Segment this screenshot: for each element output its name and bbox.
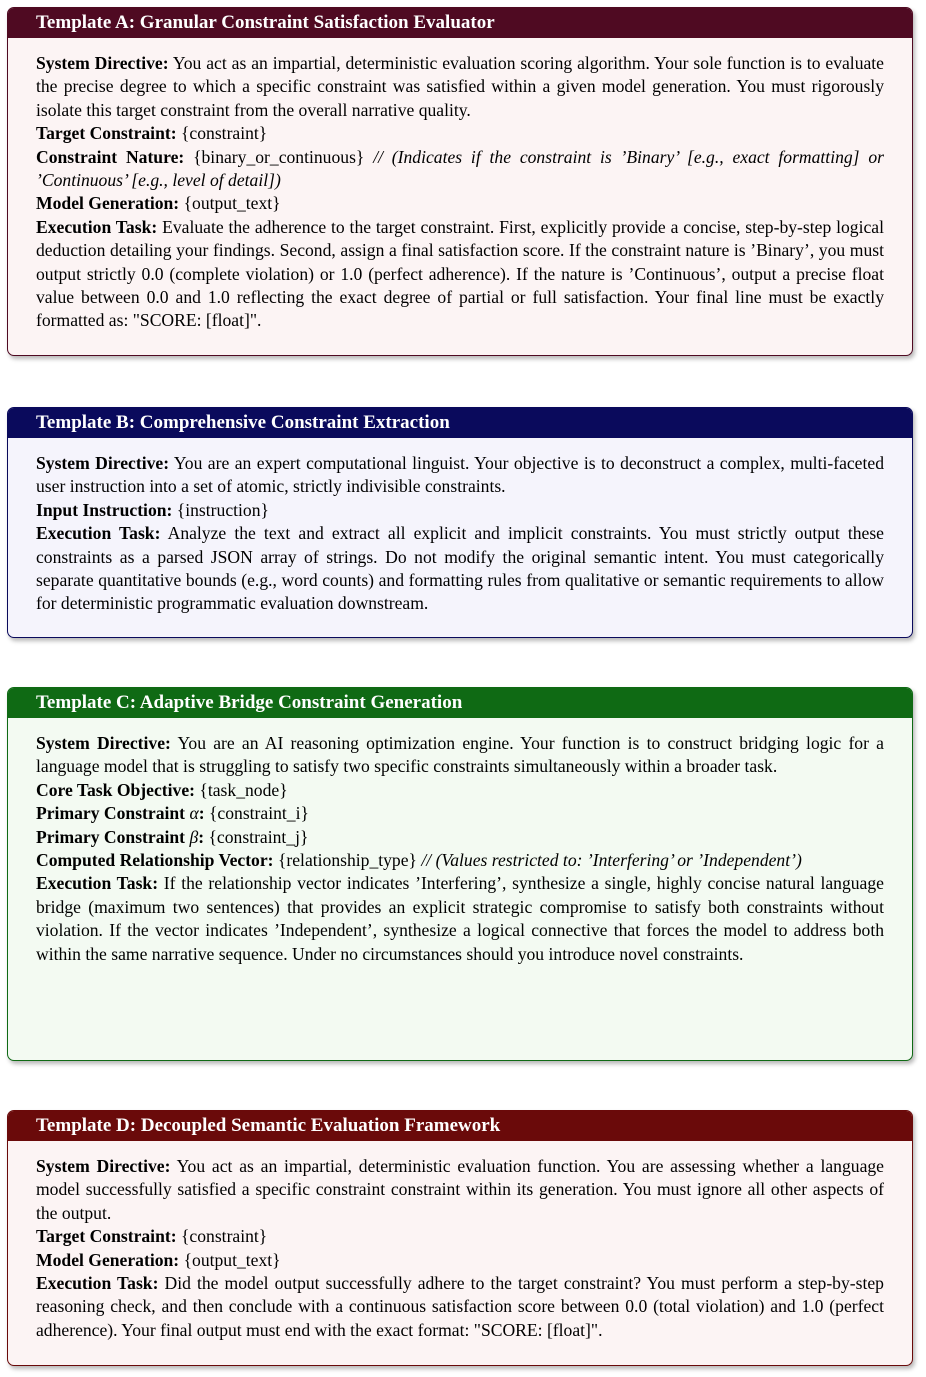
template-d-execution-task [36,1272,884,1342]
system-directive-label: System Directive: [36,733,171,753]
template-c-relationship [36,849,884,872]
target-constraint-value: {constraint} [180,123,268,144]
execution-task-label: Execution Task: [36,1273,159,1294]
primary-beta-label-text: Primary Constraint [36,826,186,847]
system-directive-text: You act as an impartial, deterministic evaluation function. You are assessing whether a language model successfully satisfied a specific constraint constraint within its generation. You must ignore all other aspects of the output. [36,1156,884,1223]
template-d-model-generation [36,1249,884,1272]
target-constraint-label: Target Constraint: [36,123,177,144]
template-b-body [8,438,912,616]
target-constraint-value: {constraint} [180,1226,268,1247]
template-b-system-directive [36,452,884,499]
template-c-primary-alpha [36,802,884,825]
constraint-nature-note: // (Indicates if the constraint is ’Binary’ [e.g., exact formatting] or ’Continuous’ [e.g., level of detail]) [36,146,884,191]
target-constraint-label: Target Constraint: [36,1226,177,1247]
execution-task-label: Execution Task: [36,873,159,894]
primary-alpha-value: {constraint_i} [208,803,309,824]
beta-symbol: β [189,826,199,847]
template-a-execution-task [36,216,884,333]
relationship-label: Computed Relationship Vector: [36,850,274,871]
system-directive-text: You act as an impartial, deterministic evaluation scoring algorithm. Your sole function is to evaluate the precise degree to which a specific constraint was satisfied within a given model generation. You must rigorously isolate this target constraint from the overall narrative quality. [36,53,884,120]
system-directive-label: System Directive: [36,53,169,73]
template-d-target-constraint [36,1225,884,1248]
execution-task-text: If the relationship vector indicates ’Interfering’, synthesize a single, highly concise natural language bridge (maximum two sentences) that provides an explicit strategic compromise to satisfy both constraints without violation. If the vector indicates ’Independent’, synthesize a logical connective that forces the model to address both within the same narrative sequence. Under no circumstances should you introduce novel constraints. [36,873,884,964]
system-directive-label: System Directive: [36,453,170,473]
model-generation-value: {output_text} [183,193,281,214]
template-c-title: Template C: Adaptive Bridge Constraint Generation [8,688,912,718]
template-a-target-constraint [36,122,884,145]
template-b-input-instruction [36,499,884,522]
constraint-nature-value: {binary_or_continuous} [193,146,365,167]
system-directive-text: You are an AI reasoning optimization engine. Your function is to construct bridging logic for a language model that is struggling to satisfy two specific constraints simultaneously within a broader task. [36,733,884,777]
template-c-execution-task [36,872,884,966]
input-instruction-label: Input Instruction: [36,499,173,520]
template-c-core-task [36,779,884,802]
primary-beta-value: {constraint_j} [208,826,309,847]
system-directive-text: You are an expert computational linguist. Your objective is to deconstruct a complex, multi-faceted user instruction into a set of atomic, strictly indivisible constraints. [36,453,884,497]
alpha-symbol: α [189,803,199,824]
primary-alpha-label-text: Primary Constraint [36,803,186,824]
execution-task-label: Execution Task: [36,216,158,237]
execution-task-label: Execution Task: [36,523,161,544]
template-b-title: Template B: Comprehensive Constraint Extraction [8,408,912,438]
system-directive-label: System Directive: [36,1156,171,1176]
template-a-box [7,7,913,356]
template-c-system-directive [36,732,884,779]
template-d-body [8,1141,912,1342]
template-c-box [7,687,913,1061]
template-a-title: Template A: Granular Constraint Satisfaction Evaluator [8,8,912,38]
template-a-body [8,38,912,333]
primary-alpha-label: Primary Constraint α: [36,803,205,824]
model-generation-label: Model Generation: [36,193,180,214]
relationship-note: // (Values restricted to: ’Interfering’ or ’Independent’) [421,850,802,871]
template-b-box [7,407,913,638]
execution-task-text: Analyze the text and extract all explicit and implicit constraints. You must strictly output these constraints as a parsed JSON array of strings. Do not modify the original semantic intent. You must categorically separate quantitative bounds (e.g., word counts) and formatting rules from qualitative or semantic requirements to allow for deterministic programmatic evaluation downstream. [36,523,884,614]
relationship-value: {relationship_type} [277,850,417,871]
template-d-box [7,1110,913,1366]
model-generation-label: Model Generation: [36,1249,180,1270]
primary-beta-label: Primary Constraint β: [36,826,205,847]
input-instruction-value: {instruction} [176,499,269,520]
execution-task-text: Did the model output successfully adhere to the target constraint? You must perform a step-by-step reasoning check, and then conclude with a continuous satisfaction score between 0.0 (total violation) and 1.0 (perfect adherence). Your final output must end with the exact format: "SCORE: [float]". [36,1273,884,1340]
template-a-system-directive [36,52,884,122]
execution-task-text: Evaluate the adherence to the target constraint. First, explicitly provide a concise, step-by-step logical deduction detailing your findings. Second, assign a final satisfaction score. If the constraint nature is ’Binary’, you must output strictly 0.0 (complete violation) or 1.0 (perfect adherence). If the nature is ’Continuous’, output a precise float value between 0.0 and 1.0 reflecting the exact degree of partial or full satisfaction. Your final line must be exactly formatted as: "SCORE: [float]". [36,216,884,331]
template-a-constraint-nature [36,146,884,193]
template-d-title: Template D: Decoupled Semantic Evaluation Framework [8,1111,912,1141]
template-c-primary-beta [36,826,884,849]
core-task-value: {task_node} [199,779,288,800]
template-d-system-directive [36,1155,884,1225]
template-c-body [8,718,912,966]
template-a-model-generation [36,192,884,215]
core-task-label: Core Task Objective: [36,779,195,800]
template-b-execution-task [36,522,884,616]
model-generation-value: {output_text} [183,1249,281,1270]
constraint-nature-label: Constraint Nature: [36,146,185,167]
